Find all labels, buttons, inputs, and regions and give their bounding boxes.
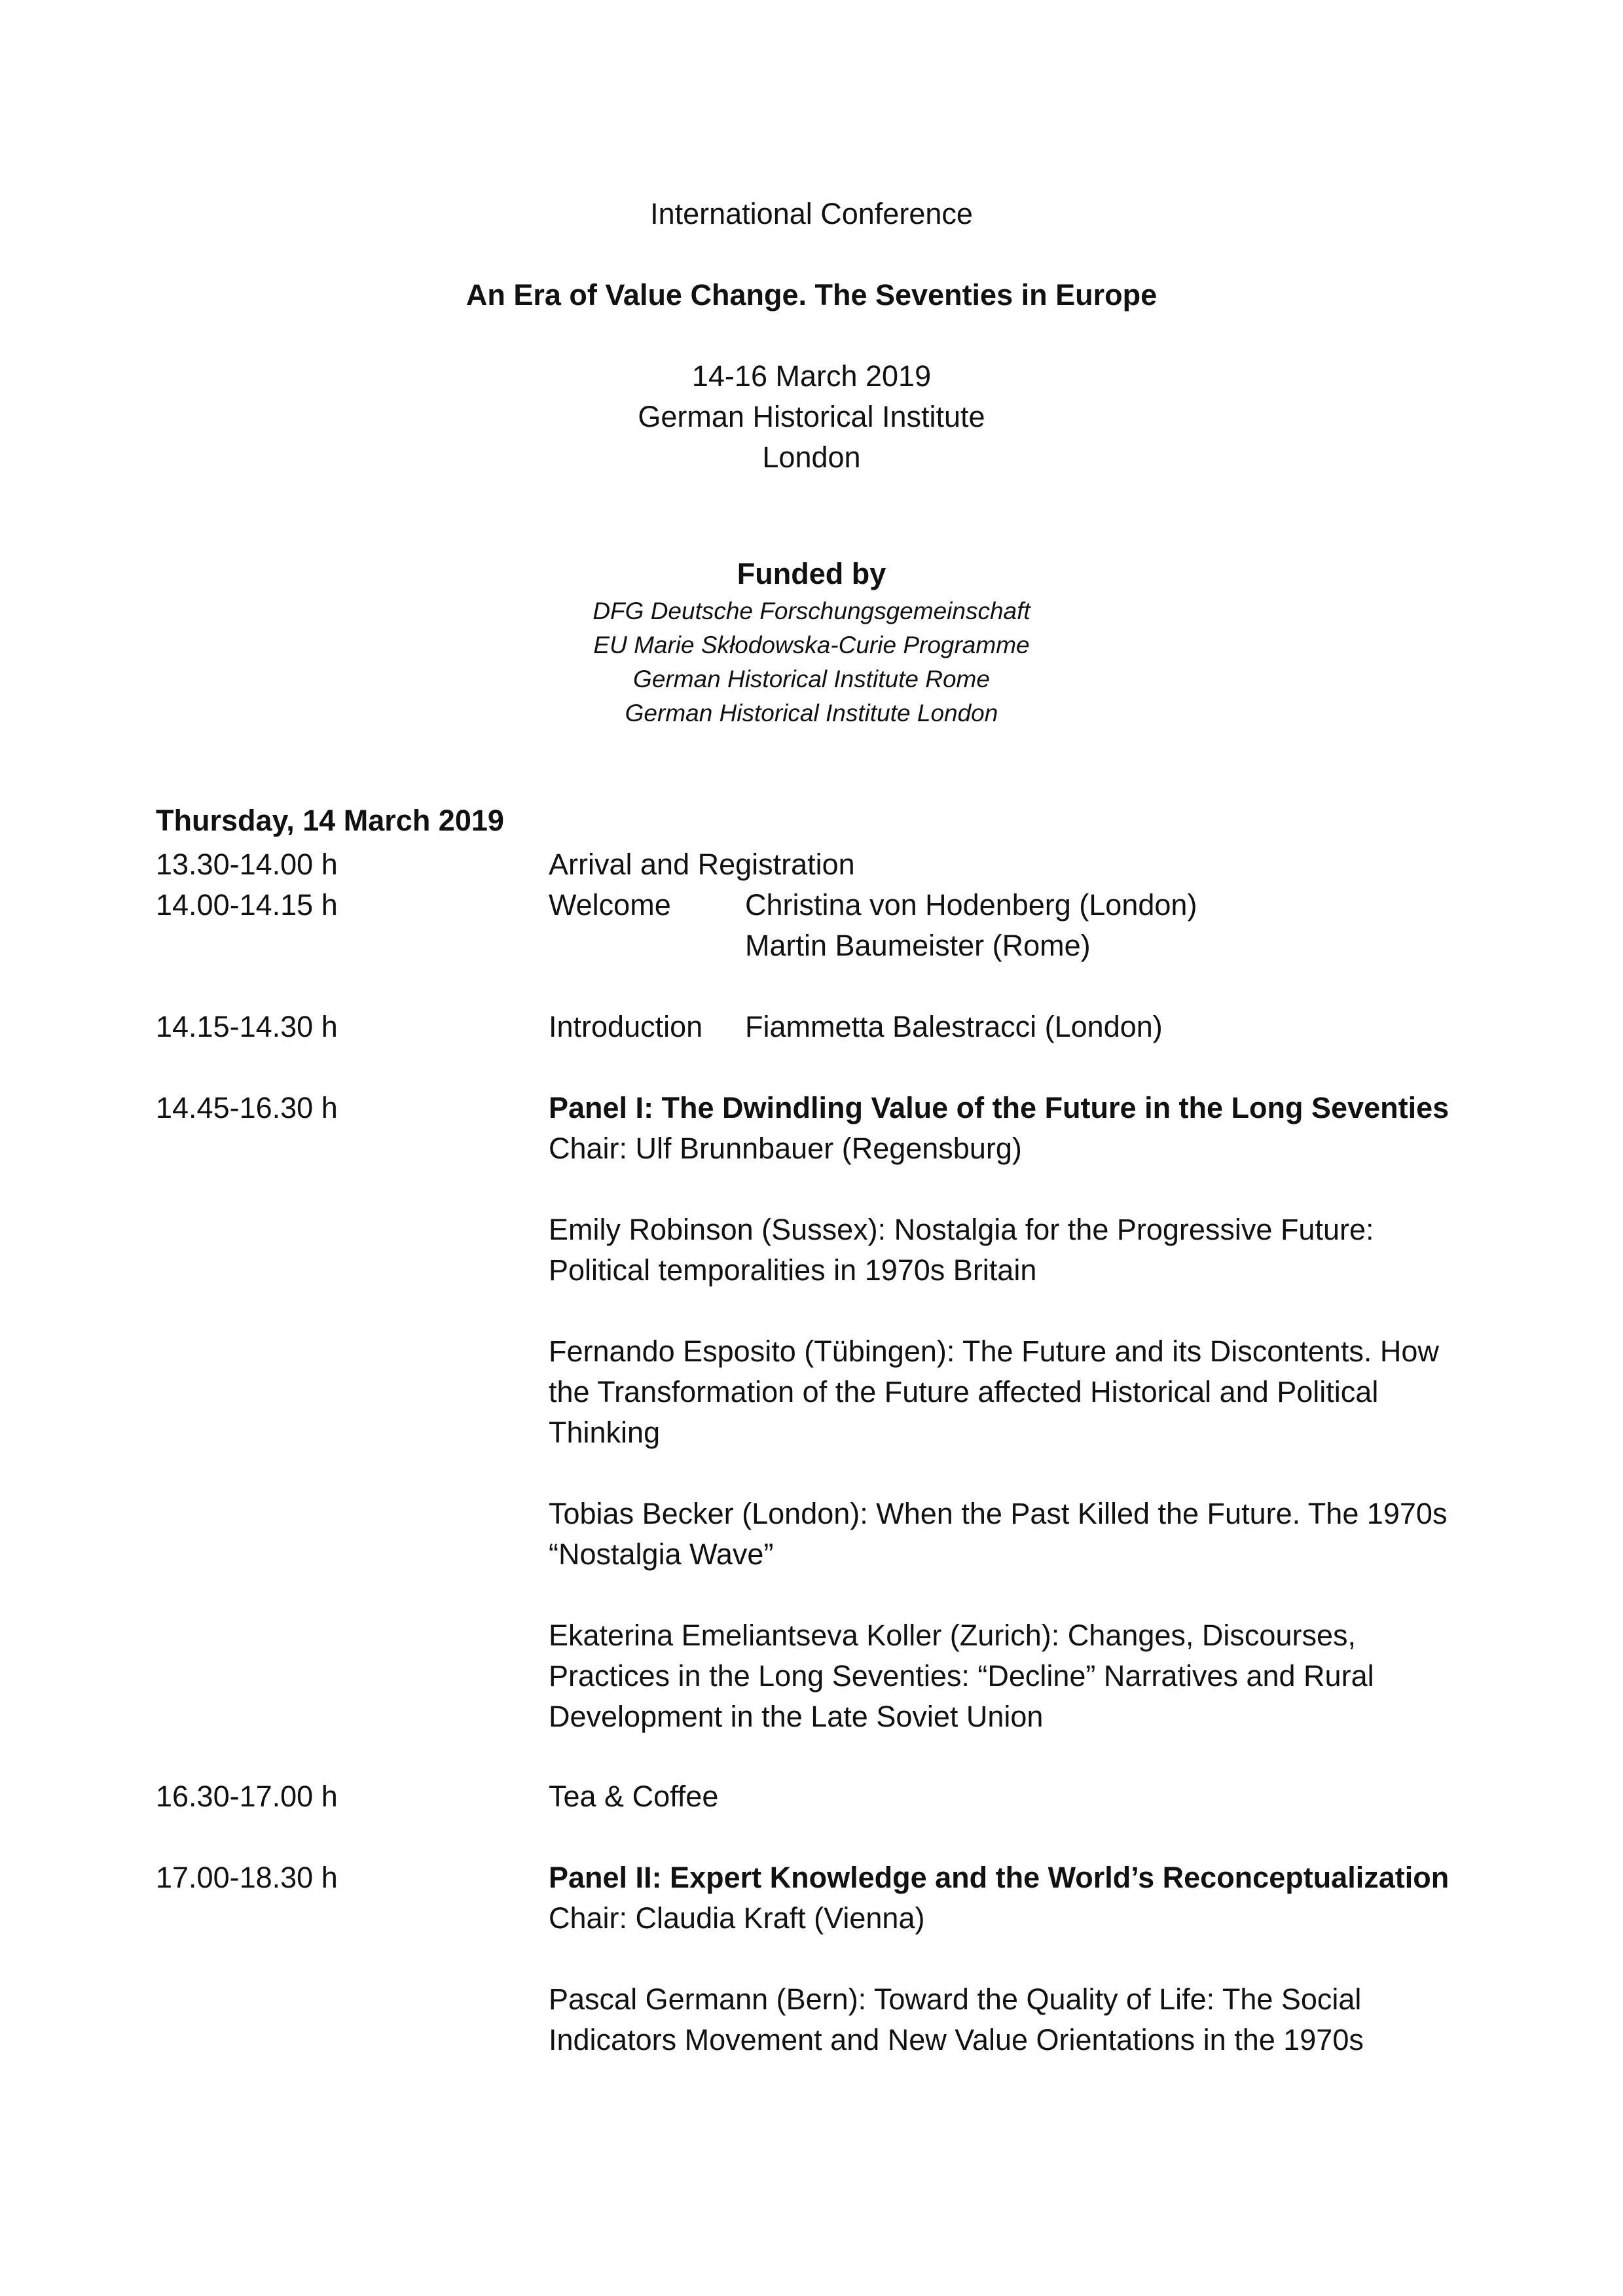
panel-content	[549, 1088, 1623, 1737]
talk-line: Pascal Germann (Bern): Toward the Quality of Life: The Social	[549, 1982, 1362, 2016]
talk-line: “Nostalgia Wave”	[549, 1537, 774, 1571]
panel-title: Panel I: The Dwindling Value of the Future in the Long Seventies	[549, 1091, 1450, 1124]
talk-line: Tobias Becker (London): When the Past Killed the Future. The 1970s	[549, 1497, 1448, 1530]
time-slot: 16.30-17.00 h	[156, 1780, 338, 1813]
panel-chair: Chair: Claudia Kraft (Vienna)	[549, 1901, 925, 1935]
panel-chair: Chair: Ulf Brunnbauer (Regensburg)	[549, 1132, 1022, 1165]
time-slot: 17.00-18.30 h	[156, 1861, 338, 1894]
funding-heading: Funded by	[737, 557, 886, 590]
conference-kind: International Conference	[650, 197, 973, 230]
time-slot: 14.00-14.15 h	[156, 888, 338, 922]
funder-item: German Historical Institute Rome	[633, 666, 990, 692]
session-content	[549, 885, 1623, 966]
talk-line: Emily Robinson (Sussex): Nostalgia for the Progressive Future:	[549, 1213, 1374, 1246]
speaker-name: Martin Baumeister (Rome)	[745, 929, 1091, 962]
talk-line: Political temporalities in 1970s Britain	[549, 1253, 1037, 1287]
conference-header	[0, 194, 1623, 478]
conference-title: An Era of Value Change. The Seventies in Europe	[465, 278, 1158, 312]
funder-item: German Historical Institute London	[625, 700, 998, 726]
talk-line: Thinking	[549, 1416, 661, 1449]
conference-city: London	[762, 440, 861, 474]
talk-line: the Transformation of the Future affected Historical and Political	[549, 1375, 1379, 1408]
day-heading: Thursday, 14 March 2019	[156, 804, 504, 837]
session-text: Tea & Coffee	[549, 1780, 719, 1813]
session-label: Introduction	[549, 1010, 703, 1043]
speaker-name: Christina von Hodenberg (London)	[745, 888, 1197, 922]
session-label: Welcome	[549, 888, 671, 922]
conference-venue: German Historical Institute	[638, 400, 985, 433]
session-content	[549, 1007, 1623, 1047]
funding-block	[0, 554, 1623, 730]
talk-line: Fernando Esposito (Tübingen): The Future and its Discontents. How	[549, 1335, 1439, 1368]
panel-title: Panel II: Expert Knowledge and the World’s Reconceptualization	[549, 1861, 1450, 1894]
talk-line: Ekaterina Emeliantseva Koller (Zurich): Changes, Discourses,	[549, 1619, 1356, 1652]
time-slot: 14.45-16.30 h	[156, 1091, 338, 1124]
funder-item: DFG Deutsche Forschungsgemeinschaft	[593, 598, 1030, 624]
speaker-name: Fiammetta Balestracci (London)	[745, 1010, 1163, 1043]
conference-dates: 14-16 March 2019	[691, 359, 932, 393]
session-text: Arrival and Registration	[549, 848, 855, 881]
talk-line: Indicators Movement and New Value Orientations in the 1970s	[549, 2023, 1364, 2056]
panel-content	[549, 1857, 1623, 2060]
funder-item: EU Marie Skłodowska-Curie Programme	[593, 632, 1030, 658]
talk-line: Practices in the Long Seventies: “Decline” Narratives and Rural	[549, 1659, 1374, 1693]
time-slot: 14.15-14.30 h	[156, 1010, 338, 1043]
talk-line: Development in the Late Soviet Union	[549, 1700, 1044, 1733]
time-slot: 13.30-14.00 h	[156, 848, 338, 881]
